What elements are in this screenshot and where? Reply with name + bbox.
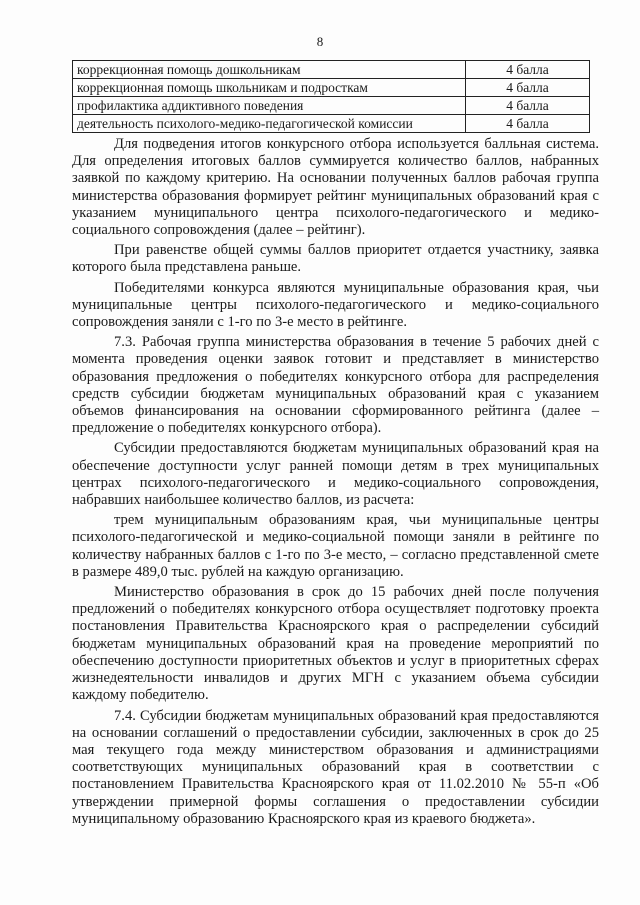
paragraph-ministry-resolution: Министерство образования в срок до 15 рабочих дней после получения предложений о победителях конкурсного отбора осуществляет подготовку проекта постановления Правительства Красноярского края о распределении субсидий бюджетам муниципальных образований края на проведение мероприятий по обеспечению доступности приоритетных объектов и услуг в приоритетных сферах жизнедеятельности инвалидов и других МГН с указанием объема субсидии каждому победителю. (72, 584, 599, 704)
score-cell: 4 балла (466, 97, 590, 115)
criteria-score-table (72, 60, 590, 133)
paragraph-section-7-4: 7.4. Субсидии бюджетам муниципальных образований края предоставляются на основании соглашений о предоставлении субсидии, заключенных в срок до 25 мая текущего года между министерством образования и администрациями соответствующих муниципальных образований края в соответствии с постановлением Правительства Красноярского края от 11.02.2010 № 55-п «Об утверждении примерной формы соглашения о предоставлении субсидии муниципальному образованию Красноярского края из краевого бюджета». (72, 707, 599, 827)
table-row (73, 115, 590, 133)
score-cell: 4 балла (466, 79, 590, 97)
criterion-cell: деятельность психолого-медико-педагогической комиссии (73, 115, 466, 133)
page-number: 8 (316, 34, 324, 49)
score-cell: 4 балла (466, 61, 590, 79)
score-cell: 4 балла (466, 115, 590, 133)
paragraph-tie-priority: При равенстве общей суммы баллов приоритет отдается участнику, заявка которого была представлена раньше. (72, 242, 599, 276)
paragraph-subsidy-amount: трем муниципальным образованиям края, чьи муниципальные центры психолого-педагогической и медико-социальной помощи заняли в рейтинге по количеству набранных баллов с 1-го по 3-е место, – согласно представленной смете в размере 489,0 тыс. рублей на каждую организацию. (72, 512, 599, 580)
criterion-cell: профилактика аддиктивного поведения (73, 97, 466, 115)
paragraph-winners: Победителями конкурса являются муниципальные образования края, чьи муниципальные центры психолого-педагогического и медико-социального сопровождения заняли с 1-го по 3-е место в рейтинге. (72, 279, 599, 331)
table-row (73, 61, 590, 79)
criterion-cell: коррекционная помощь дошкольникам (73, 61, 466, 79)
paragraph-section-7-3: 7.3. Рабочая группа министерства образования в течение 5 рабочих дней с момента проведения оценки заявок готовит и представляет в министерство образования предложения о победителях конкурсного отбора для распределения средств субсидии бюджетам муниципальных образований края с указанием объемов финансирования на основании сформированного рейтинга (далее – предложение о победителях конкурсного отбора). (72, 334, 599, 437)
paragraph-subsidy-purpose: Субсидии предоставляются бюджетам муниципальных образований края на обеспечение доступности услуг ранней помощи детям в трех муниципальных центрах психолого-педагогического и медико-социального сопровождения, набравших наибольшее количество баллов, из расчета: (72, 440, 599, 509)
paragraph-rating-system: Для подведения итогов конкурсного отбора используется балльная система. Для определения итоговых баллов суммируется количество баллов, набранных заявкой по каждому критерию. На основании полученных баллов рабочая группа министерства образования формирует рейтинг муниципальных образований края с указанием муниципального центра психолого-педагогического и медико-социального сопровождения (далее – рейтинг). (72, 136, 599, 239)
table-row (73, 79, 590, 97)
body-text (72, 136, 599, 828)
table-row (73, 97, 590, 115)
criterion-cell: коррекционная помощь школьникам и подросткам (73, 79, 466, 97)
